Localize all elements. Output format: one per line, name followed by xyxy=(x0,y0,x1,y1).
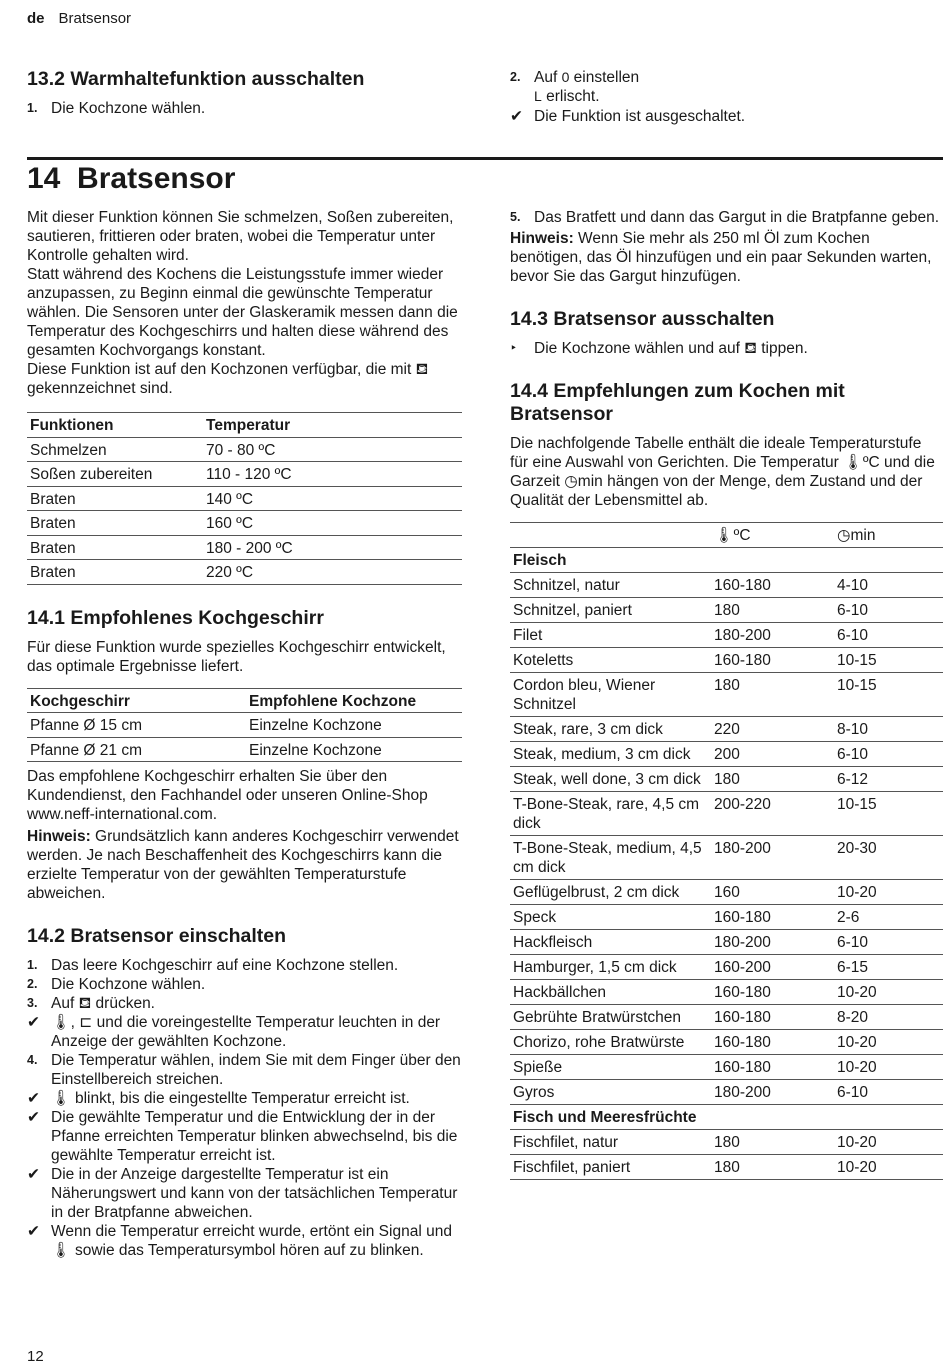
right-column xyxy=(510,208,943,1180)
table-cell: 160-180 xyxy=(714,1009,771,1026)
step-number: 2. xyxy=(27,977,38,991)
table-cell: 8-20 xyxy=(837,1009,869,1026)
list-item xyxy=(27,1108,462,1165)
table-cell: 6-10 xyxy=(837,602,869,619)
table-cell: 10-20 xyxy=(837,884,877,901)
list-item xyxy=(27,1222,462,1260)
table-header: Temperatur xyxy=(206,417,291,434)
function-temperature-table xyxy=(27,412,462,585)
table-cell: 6-12 xyxy=(837,771,869,788)
table-cell: 180 xyxy=(714,1134,740,1151)
table-header: Funktionen xyxy=(30,417,114,434)
step-number: 2. xyxy=(510,70,521,84)
table-cell: 160-180 xyxy=(714,909,771,926)
section-title: 14.2 Bratsensor einschalten xyxy=(27,925,287,947)
steps-list xyxy=(27,956,462,1260)
paragraph: Die nachfolgende Tabelle enthält die ideale Temperaturstufe für eine Auswahl von Gerichten. Die Temperatur 🌡ºC und die Garzeit ◷min hängen von der Menge, dem Zustand und der Qualität der Lebensmittel ab. xyxy=(510,435,935,509)
table-cell: 10-20 xyxy=(837,1034,877,1051)
hint-label: Hinweis: xyxy=(510,230,574,247)
table-cell: 200-220 xyxy=(714,796,771,813)
table-cell: 220 xyxy=(714,721,740,738)
table-row xyxy=(27,437,462,462)
table-cell: Schnitzel, natur xyxy=(513,577,620,594)
step-text: Das Bratfett und dann das Gargut in die Bratpfanne geben. xyxy=(534,209,939,226)
list-item xyxy=(510,208,943,227)
paragraph: Das empfohlene Kochgeschirr erhalten Sie über den Kundendienst, den Fachhandel oder unseren Online-Shop www.neff-international.com. xyxy=(27,768,428,823)
table-row xyxy=(510,598,943,623)
list-item xyxy=(27,1013,462,1051)
table-group-row xyxy=(510,548,943,573)
table-cell: 160-180 xyxy=(714,984,771,1001)
step-text: Das leere Kochgeschirr auf eine Kochzone stellen. xyxy=(51,957,399,974)
table-cell: 6-10 xyxy=(837,1084,869,1101)
page-header xyxy=(27,9,131,28)
table-cell: Spieße xyxy=(513,1059,563,1076)
table-row xyxy=(27,486,462,511)
table-cell: T-Bone-Steak, medium, 4,5 cm dick xyxy=(513,840,702,876)
check-icon: ✔ xyxy=(27,1109,40,1126)
table-cell: 180 xyxy=(714,771,740,788)
time-column-header: ◷min xyxy=(837,527,876,544)
table-cell: 140 ºC xyxy=(206,490,254,508)
table-cell: 6-15 xyxy=(837,959,869,976)
arrow-bullet-icon: ‣ xyxy=(510,341,518,355)
list-item xyxy=(27,994,462,1013)
page-number: 12 xyxy=(27,1348,44,1365)
check-icon: ✔ xyxy=(27,1223,40,1240)
paragraph: Für diese Funktion wurde spezielles Kochgeschirr entwickelt, das optimale Ergebnisse liefert. xyxy=(27,638,446,675)
table-cell: 10-20 xyxy=(837,984,877,1001)
step-text: Die Kochzone wählen und auf ⛾ tippen. xyxy=(534,340,808,357)
table-row xyxy=(510,717,943,742)
table-row xyxy=(27,737,462,762)
table-cell: 180-200 xyxy=(714,1084,771,1101)
table-row xyxy=(510,880,943,905)
table-cell: Soßen zubereiten xyxy=(30,466,153,483)
table-cell: 160-180 xyxy=(714,577,771,594)
step-number: 1. xyxy=(27,101,38,115)
table-row xyxy=(510,742,943,767)
table-cell: 180-200 xyxy=(714,934,771,951)
left-column xyxy=(27,208,462,1260)
table-row xyxy=(510,955,943,980)
list-item xyxy=(510,68,943,106)
step-text: 🌡, ⊏ und die voreingestellte Temperatur leuchten in der Anzeige der gewählten Kochzone. xyxy=(51,1014,441,1050)
table-cell: 180 xyxy=(714,1159,740,1176)
temperature-column-header: 🌡ºC xyxy=(714,527,751,544)
step-text: Die Kochzone wählen. xyxy=(51,976,206,993)
table-row xyxy=(510,767,943,792)
cookware-table xyxy=(27,688,462,763)
step-text: Auf xyxy=(534,69,562,86)
table-cell: 160 xyxy=(714,884,740,901)
paragraph xyxy=(27,360,462,398)
section-13-2 xyxy=(27,68,462,118)
table-cell: Fischfilet, paniert xyxy=(513,1159,631,1176)
table-cell: 160 ºC xyxy=(206,515,254,532)
table-row xyxy=(510,1055,943,1080)
table-cell: Filet xyxy=(513,627,543,644)
table-row xyxy=(27,511,462,536)
language-code: de xyxy=(27,10,45,27)
step-text: Die Kochzone wählen. xyxy=(51,100,206,117)
table-row xyxy=(510,573,943,598)
table-cell: 180 - 200 ºC xyxy=(206,539,293,557)
list-item xyxy=(27,1051,462,1089)
check-icon: ✔ xyxy=(27,1014,40,1031)
step-number: 4. xyxy=(27,1053,38,1067)
hint-label: Hinweis: xyxy=(27,828,91,845)
table-cell: Geflügelbrust, 2 cm dick xyxy=(513,884,680,901)
table-header-blank xyxy=(510,523,711,548)
table-cell: Hackbällchen xyxy=(513,984,607,1001)
table-cell: Koteletts xyxy=(513,652,574,669)
table-cell: 6-10 xyxy=(837,627,869,644)
list-item xyxy=(27,1165,462,1222)
table-cell: Einzelne Kochzone xyxy=(249,741,382,759)
step-text: erlischt. xyxy=(541,88,600,105)
step-text: Wenn die Temperatur erreicht wurde, ertönt ein Signal und 🌡 sowie das Temperatursymbol hören auf zu blinken. xyxy=(51,1223,452,1259)
table-cell: 160-180 xyxy=(714,1034,771,1051)
paragraph-text: gekennzeichnet sind. xyxy=(27,380,173,397)
paragraph: Mit dieser Funktion können Sie schmelzen, Soßen zubereiten, sautieren, frittieren oder braten, wobei die Temperatur unter Kontrolle gehalten wird. xyxy=(27,209,454,264)
step-text: Die Temperatur wählen, indem Sie mit dem Finger über den Einstellbereich streichen. xyxy=(51,1052,461,1088)
hint-text: Wenn Sie mehr als 250 ml Öl zum Kochen benötigen, das Öl hinzufügen und ein paar Sekunden warten, bevor Sie das Gargut hinzufügen. xyxy=(510,230,932,285)
table-row xyxy=(510,1155,943,1180)
table-cell: 20-30 xyxy=(837,840,877,857)
check-icon: ✔ xyxy=(27,1166,40,1183)
table-cell: Hamburger, 1,5 cm dick xyxy=(513,959,677,976)
table-row xyxy=(510,930,943,955)
table-cell: Schnitzel, paniert xyxy=(513,602,632,619)
list-item xyxy=(510,339,943,358)
table-cell: Steak, medium, 3 cm dick xyxy=(513,746,691,763)
list-item xyxy=(27,99,462,118)
table-cell: 160-180 xyxy=(714,1059,771,1076)
table-header: Empfohlene Kochzone xyxy=(249,692,417,710)
table-row xyxy=(510,792,943,836)
table-header-row xyxy=(510,523,943,548)
table-cell: 10-15 xyxy=(837,677,877,694)
cooking-recommendation-table xyxy=(510,522,943,1180)
step-text: Die gewählte Temperatur und die Entwicklung der in der Pfanne erreichten Temperatur blinken abwechselnd, bis die gewählte Temperatur erreicht ist. xyxy=(51,1109,458,1164)
table-cell: 10-15 xyxy=(837,652,877,669)
section-13-2-cont xyxy=(510,68,943,126)
check-icon: ✔ xyxy=(27,1090,40,1107)
table-row xyxy=(510,673,943,717)
table-cell: Cordon bleu, Wiener Schnitzel xyxy=(513,677,656,713)
section-title: 14.4 Empfehlungen zum Kochen mit Bratsensor xyxy=(510,380,845,425)
table-cell: Steak, well done, 3 cm dick xyxy=(513,771,701,788)
group-label: Fisch und Meeresfrüchte xyxy=(513,1109,697,1126)
table-header: Kochgeschirr xyxy=(30,692,130,710)
list-item xyxy=(27,975,462,994)
table-row xyxy=(510,1030,943,1055)
zero-symbol-icon: 0 xyxy=(561,69,570,85)
table-cell: Einzelne Kochzone xyxy=(249,717,382,734)
table-cell: Speck xyxy=(513,909,557,926)
step-number: 5. xyxy=(510,210,521,224)
table-header-row xyxy=(27,413,462,438)
result-text: Die Funktion ist ausgeschaltet. xyxy=(534,108,746,125)
table-cell: Chorizo, rohe Bratwürste xyxy=(513,1034,685,1051)
chapter-title-block xyxy=(27,162,235,196)
table-header-row xyxy=(27,688,462,713)
table-row xyxy=(27,560,462,585)
table-row xyxy=(510,836,943,880)
step-number: 1. xyxy=(27,958,38,972)
section-divider xyxy=(27,157,943,160)
table-cell: 160-180 xyxy=(714,652,771,669)
table-cell: 10-20 xyxy=(837,1159,877,1176)
paragraph: Statt während des Kochens die Leistungsstufe immer wieder anzupassen, zu Beginn einmal die gewünschte Temperatur wählen. Die Sensoren unter der Glaskeramik messen dann die Temperatur des Kochgeschirrs und halten diese während des gesamten Kochvorgangs konstant. xyxy=(27,266,458,359)
table-row xyxy=(510,1005,943,1030)
step-text: Die in der Anzeige dargestellte Temperatur ist ein Näherungswert und kann von der tatsächlichen Temperatur in der Bratpfanne abweichen. xyxy=(51,1166,458,1221)
table-group-row xyxy=(510,1105,943,1130)
chapter-title: 14 Bratsensor xyxy=(27,162,236,195)
table-row xyxy=(27,462,462,487)
group-label: Fleisch xyxy=(513,552,567,569)
table-cell: Hackfleisch xyxy=(513,934,593,951)
table-cell: 6-10 xyxy=(837,934,869,951)
table-cell: 110 - 120 ºC xyxy=(206,466,292,483)
table-cell: 10-20 xyxy=(837,1059,877,1076)
list-item xyxy=(27,956,462,975)
check-icon: ✔ xyxy=(510,108,523,125)
table-cell: 220 ºC xyxy=(206,564,254,581)
table-cell: 6-10 xyxy=(837,746,869,763)
table-row xyxy=(510,1080,943,1105)
table-cell: Pfanne Ø 21 cm xyxy=(30,741,143,759)
section-title: 14.1 Empfohlenes Kochgeschirr xyxy=(27,606,324,629)
hint-paragraph xyxy=(27,827,462,903)
bratsensor-icon: ⛾ xyxy=(415,361,429,378)
table-cell: Schmelzen xyxy=(30,441,107,459)
step-number: 3. xyxy=(27,996,38,1010)
table-cell: Steak, rare, 3 cm dick xyxy=(513,721,663,738)
table-cell: 70 - 80 ºC xyxy=(206,441,276,459)
paragraph-text: Diese Funktion ist auf den Kochzonen verfügbar, die mit xyxy=(27,361,416,378)
table-cell: 180 xyxy=(714,602,740,619)
table-cell: 160-200 xyxy=(714,959,771,976)
table-cell: 10-15 xyxy=(837,796,877,813)
table-cell: 8-10 xyxy=(837,721,869,738)
section-title: 13.2 Warmhaltefunktion ausschalten xyxy=(27,68,365,90)
table-cell: 200 xyxy=(714,746,740,763)
table-row xyxy=(510,980,943,1005)
table-cell: Braten xyxy=(30,539,76,557)
table-cell: Braten xyxy=(30,490,76,508)
header-title: Bratsensor xyxy=(58,10,132,27)
table-cell: T-Bone-Steak, rare, 4,5 cm dick xyxy=(513,796,700,832)
list-item xyxy=(27,1089,462,1108)
hint-paragraph xyxy=(510,229,943,286)
table-row xyxy=(510,905,943,930)
table-cell: 180 xyxy=(714,677,740,694)
table-row xyxy=(27,535,462,560)
table-cell: 180-200 xyxy=(714,627,771,644)
table-cell: Braten xyxy=(30,564,76,581)
step-text: einstellen xyxy=(569,69,640,86)
table-row xyxy=(510,1130,943,1155)
list-item xyxy=(510,107,943,126)
table-row xyxy=(510,623,943,648)
table-cell: 10-20 xyxy=(837,1134,877,1151)
table-row xyxy=(510,648,943,673)
table-cell: 2-6 xyxy=(837,909,860,926)
section-title: 14.3 Bratsensor ausschalten xyxy=(510,308,775,330)
table-cell: Fischfilet, natur xyxy=(513,1134,619,1151)
hint-text: Grundsätzlich kann anderes Kochgeschirr verwendet werden. Je nach Beschaffenheit des Kochgeschirrs kann die erzielte Temperatur von der gewählten Temperaturstufe abweichen. xyxy=(27,828,459,902)
table-cell: Pfanne Ø 15 cm xyxy=(30,717,143,734)
table-cell: Gebrühte Bratwürstchen xyxy=(513,1009,682,1026)
table-cell: 180-200 xyxy=(714,840,771,857)
table-cell: Gyros xyxy=(513,1084,555,1101)
step-text: Auf ⛾ drücken. xyxy=(51,995,155,1012)
keep-warm-symbol-icon: L xyxy=(534,88,542,104)
table-cell: 4-10 xyxy=(837,577,869,594)
step-text: 🌡 blinkt, bis die eingestellte Temperatur erreicht ist. xyxy=(51,1090,410,1107)
table-cell: Braten xyxy=(30,515,76,532)
table-row xyxy=(27,713,462,738)
